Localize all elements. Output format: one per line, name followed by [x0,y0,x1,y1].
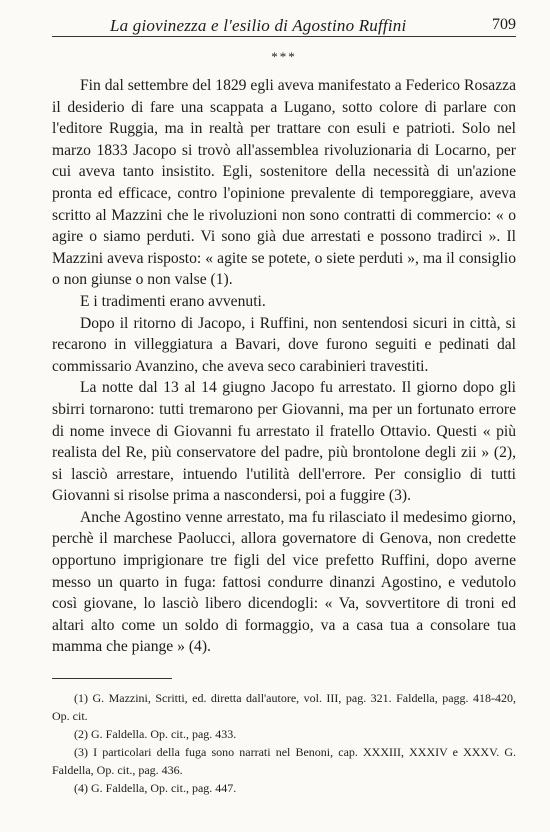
page-number: 709 [492,16,516,33]
footnote: (2) G. Faldella. Op. cit., pag. 433. [74,727,237,742]
running-header [52,14,516,37]
paragraph: Dopo il ritorno di Jacopo, i Ruffini, non sentendosi sicuri in città, si recarono in villeggiatura a Bavari, dove furono seguiti e pedinati dal commissario Avanzino, che aveva seco carabinieri travestiti. [52,314,516,375]
body-text [52,75,516,658]
footnote: (1) G. Mazzini, Scritti, ed. diretta dall'autore, vol. III, pag. 321. Faldella, pagg. 418-420, Op. cit. [52,691,516,724]
footnote: (4) G. Faldella, Op. cit., pag. 447. [74,781,237,796]
paragraph: Fin dal settembre del 1829 egli aveva manifestato a Federico Rosazza il desiderio di fare una scappata a Lugano, sotto colore di parlare con l'editore Ruggia, ma in realtà per trattare con esuli e patrioti. Solo nel marzo 1833 Jacopo si trovò all'assemblea rivoluzionaria di Locarno, per cui aveva tanto insistito. Egli, sostenitore della necessità di un'azione pronta ed efficace, contro l'opinione prevalente di temporeggiare, aveva scritto al Mazzini che le rivoluzioni non sono contratti di commercio: « o agire o siamo perduti. Vi sono già due arrestati e possono tradirci ». Il Mazzini aveva risposto: « agite se potete, o siete perduti », ma il consiglio o non giunse o non valse (1). [52,77,516,289]
paragraph: E i tradimenti erano avvenuti. [80,292,266,310]
section-ornament: *** [271,49,297,64]
running-title: La giovinezza e l'esilio di Agostino Ruffini [110,16,407,35]
paragraph: Anche Agostino venne arrestato, ma fu rilasciato il medesimo giorno, perchè il marchese Paolucci, allora governatore di Genova, non credette opportuno imprigionare tre figli del vice prefetto Ruffini, dopo averne messo un quarto in fuga: fattosi condurre dinanzi Agostino, e vedutolo così giovane, lo lasciò libero dicendogli: « Va, sovvertitore di troni ed altari alto come un soldo di formaggio, va a casa tua a consolare tua mamma che piange » (4). [52,508,516,656]
footnotes [52,689,516,797]
paragraph: La notte dal 13 al 14 giugno Jacopo fu arrestato. Il giorno dopo gli sbirri tornarono: tutti tremarono per Giovanni, ma per un fortunato errore di nome invece di Giovanni fu arrestato il fratello Ottavio. Questi « più realista del Re, più conservatore del padre, più brontolone degli zii » (2), si lasciò arrestare, intuendo l'utilità dell'errore. Per consiglio di tutti Giovanni si risolse prima a nascondersi, poi a fuggire (3). [52,379,516,505]
footnote-divider [52,678,172,679]
footnote: (3) I particolari della fuga sono narrati nel Benoni, cap. XXXIII, XXXIV e XXXV. G. Faldella, Op. cit., pag. 436. [52,745,516,778]
